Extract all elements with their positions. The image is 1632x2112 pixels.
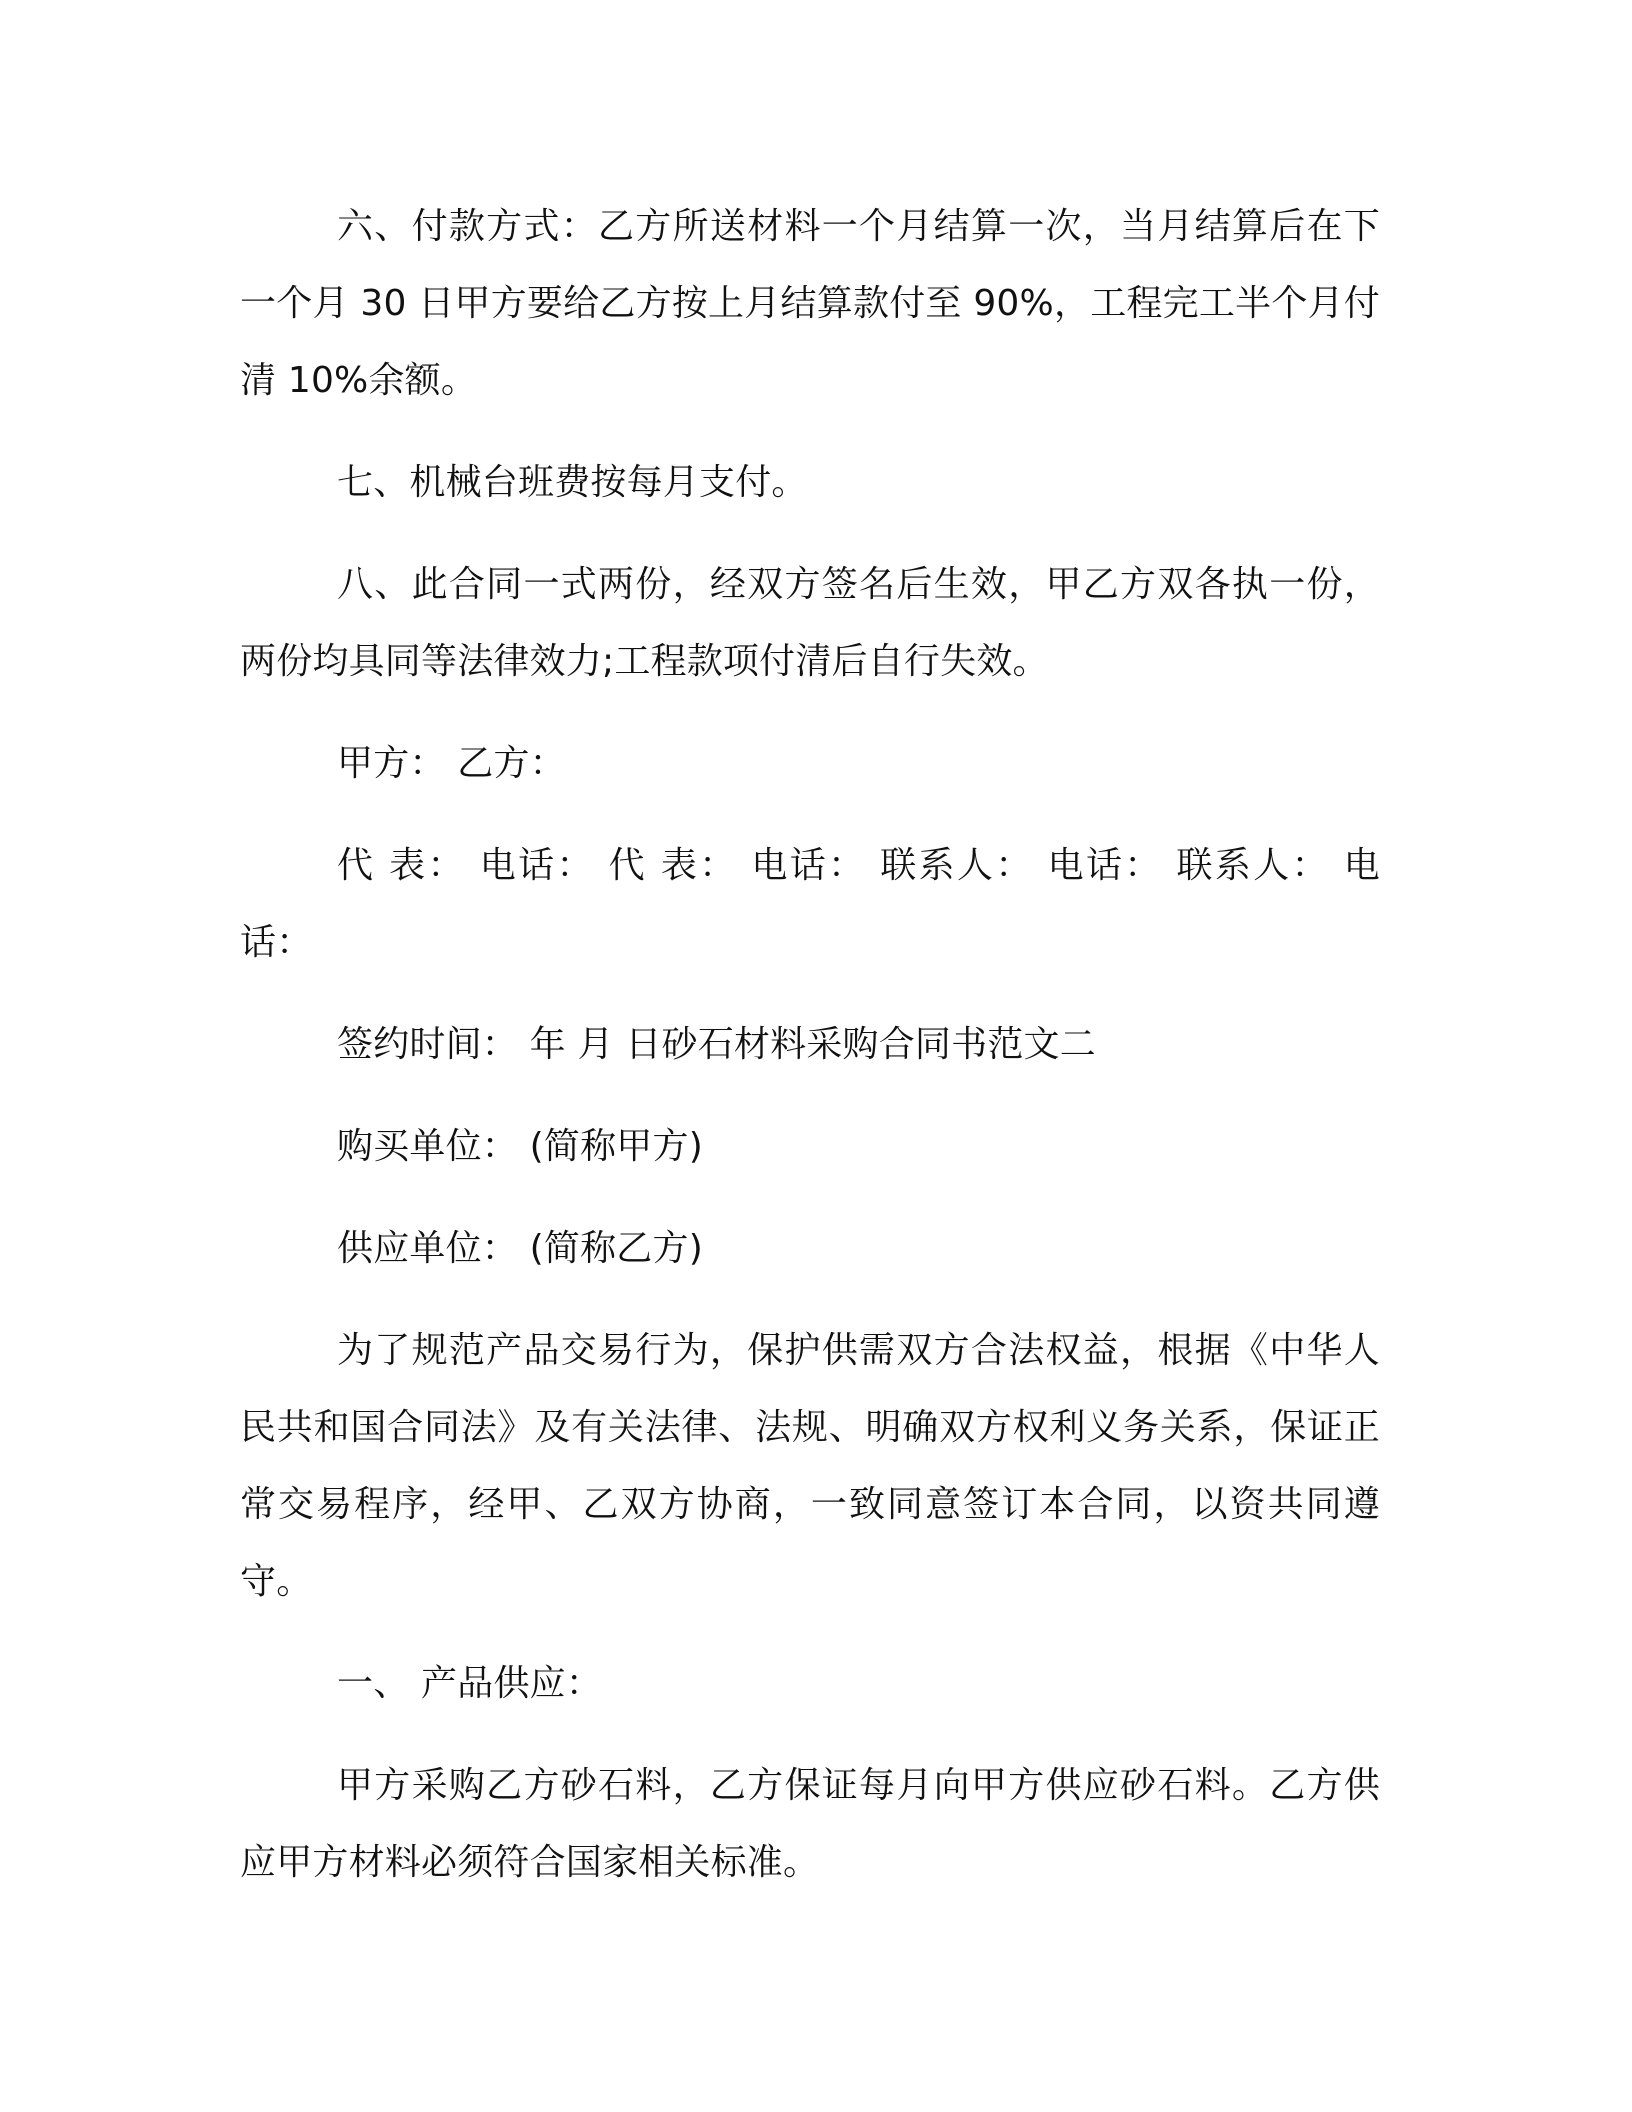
- document-body: [240, 188, 1380, 1901]
- paragraph-contract-copies: 八、此合同一式两份，经双方签名后生效，甲乙方双各执一份，两份均具同等法律效力;工程款项付清后自行失效。: [240, 564, 1380, 682]
- paragraph-gap: [240, 981, 1380, 1006]
- paragraph-gap: [240, 1287, 1380, 1312]
- paragraph-parties: 甲方： 乙方：: [337, 743, 566, 784]
- paragraph-gap: [240, 700, 1380, 725]
- paragraph-machinery-fee: 七、机械台班费按每月支付。: [337, 462, 808, 503]
- paragraph-preamble: 为了规范产品交易行为，保护供需双方合法权益，根据《中华人民共和国合同法》及有关法律、法规、明确双方权利义务关系，保证正常交易程序，经甲、乙双方协商，一致同意签订本合同，以资共同遵守。: [240, 1330, 1380, 1602]
- paragraph-gap: [240, 1722, 1380, 1747]
- paragraph-gap: [240, 521, 1380, 546]
- paragraph-gap: [240, 1620, 1380, 1645]
- paragraph-supply-terms: 甲方采购乙方砂石料，乙方保证每月向甲方供应砂石料。乙方供应甲方材料必须符合国家相关标准。: [240, 1765, 1380, 1883]
- paragraph-gap: [240, 1185, 1380, 1210]
- section-heading-product-supply: 一、 产品供应：: [337, 1663, 603, 1704]
- paragraph-payment-method: 六、付款方式：乙方所送材料一个月结算一次，当月结算后在下一个月 30 日甲方要给乙方按上月结算款付至 90%，工程完工半个月付清 10%余额。: [240, 206, 1380, 401]
- paragraph-gap: [240, 1083, 1380, 1108]
- paragraph-supplier: 供应单位： (简称乙方): [337, 1228, 703, 1269]
- paragraph-signing-time: 签约时间： 年 月 日砂石材料采购合同书范文二: [337, 1024, 1096, 1065]
- paragraph-representatives: 代 表： 电话： 代 表： 电话： 联系人： 电话： 联系人： 电话：: [240, 845, 1380, 963]
- paragraph-buyer: 购买单位： (简称甲方): [337, 1126, 703, 1167]
- paragraph-gap: [240, 419, 1380, 444]
- paragraph-gap: [240, 802, 1380, 827]
